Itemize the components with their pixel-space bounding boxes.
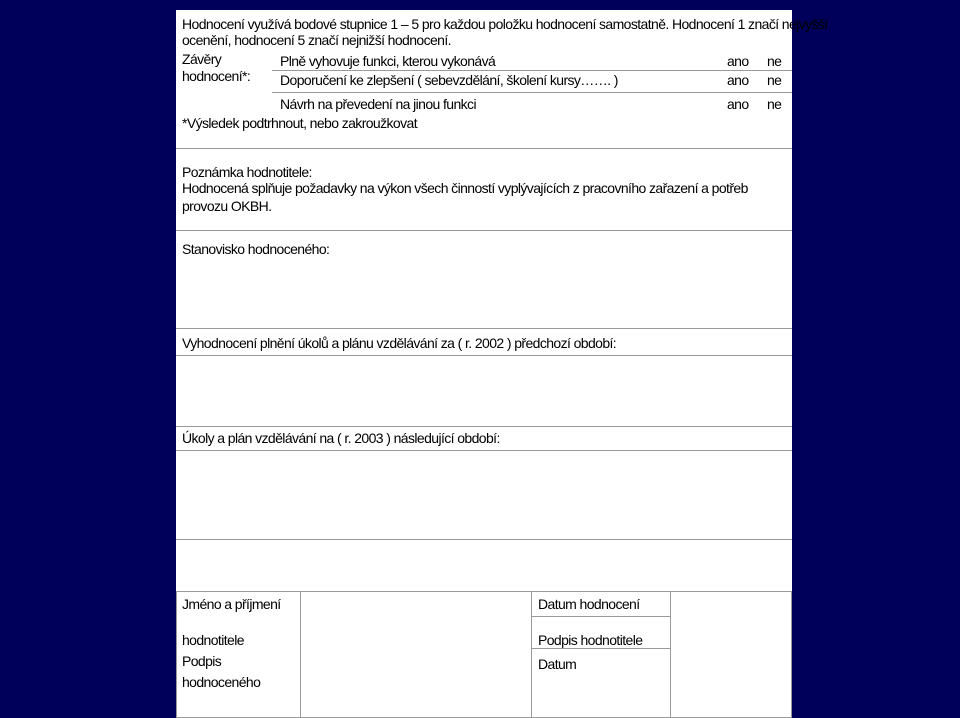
section-divider	[176, 328, 792, 329]
note-heading: Poznámka hodnotitele:	[182, 164, 312, 180]
sign-label: Podpis	[182, 653, 222, 669]
position-heading: Stanovisko hodnoceného:	[182, 241, 330, 257]
table-divider	[531, 616, 671, 617]
conclusion-1-yes[interactable]: ano	[727, 53, 749, 69]
section-divider	[176, 426, 792, 427]
date-label: Datum	[538, 656, 577, 672]
table-border	[176, 592, 177, 718]
conclusion-2-yes[interactable]: ano	[727, 72, 749, 88]
signature-field[interactable]	[671, 592, 791, 717]
divider	[272, 70, 792, 71]
evaluation-form	[176, 10, 828, 718]
conclusion-1-no[interactable]: ne	[767, 53, 782, 69]
intro-line-1: Hodnocení využívá bodové stupnice 1 – 5 pro každou položku hodnocení samostatně. Hodnocení 1 značí nejvyšší	[182, 16, 828, 32]
note-line-2: provozu OKBH.	[182, 198, 272, 214]
conclusions-footnote: *Výsledek podtrhnout, nebo zakroužkovat	[182, 115, 417, 131]
name-field[interactable]	[301, 592, 530, 717]
evaluated-label: hodnoceného	[182, 674, 261, 690]
section-divider	[176, 230, 792, 231]
note-line-1: Hodnocená splňuje požadavky na výkon všech činností vyplývajících z pracovního zařazení a potřeb	[182, 180, 748, 196]
intro-line-2: ocenění, hodnocení 5 značí nejnižší hodnocení.	[182, 32, 451, 48]
conclusion-item-2: Doporučení ke zlepšení ( sebevzdělání, školení kursy……. )	[280, 72, 618, 88]
conclusions-label: Závěry	[182, 51, 222, 67]
evaluation-heading: Vyhodnocení plnění úkolů a plánu vzdělávání za ( r. 2002 ) předchozí období:	[182, 335, 617, 351]
section-divider	[176, 539, 792, 540]
date-evaluation-label: Datum hodnocení	[538, 596, 640, 612]
conclusions-label-2: hodnocení*:	[182, 68, 251, 84]
tasks-field[interactable]	[176, 451, 792, 539]
sign-evaluator-label: Podpis hodnotitele	[538, 632, 643, 648]
evaluator-label: hodnotitele	[182, 632, 244, 648]
table-border	[531, 592, 532, 718]
divider	[272, 92, 792, 93]
conclusion-3-no[interactable]: ne	[767, 96, 782, 112]
conclusion-2-no[interactable]: ne	[767, 72, 782, 88]
section-divider	[176, 148, 792, 149]
conclusion-item-3: Návrh na převedení na jinou funkci	[280, 96, 476, 112]
tasks-heading: Úkoly a plán vzdělávání na ( r. 2003 ) následující období:	[182, 430, 500, 446]
conclusion-item-1: Plně vyhovuje funkci, kterou vykonává	[280, 53, 496, 69]
table-border	[791, 592, 792, 718]
evaluation-field[interactable]	[176, 356, 792, 426]
name-label: Jméno a příjmení	[182, 596, 281, 612]
conclusion-3-yes[interactable]: ano	[727, 96, 749, 112]
